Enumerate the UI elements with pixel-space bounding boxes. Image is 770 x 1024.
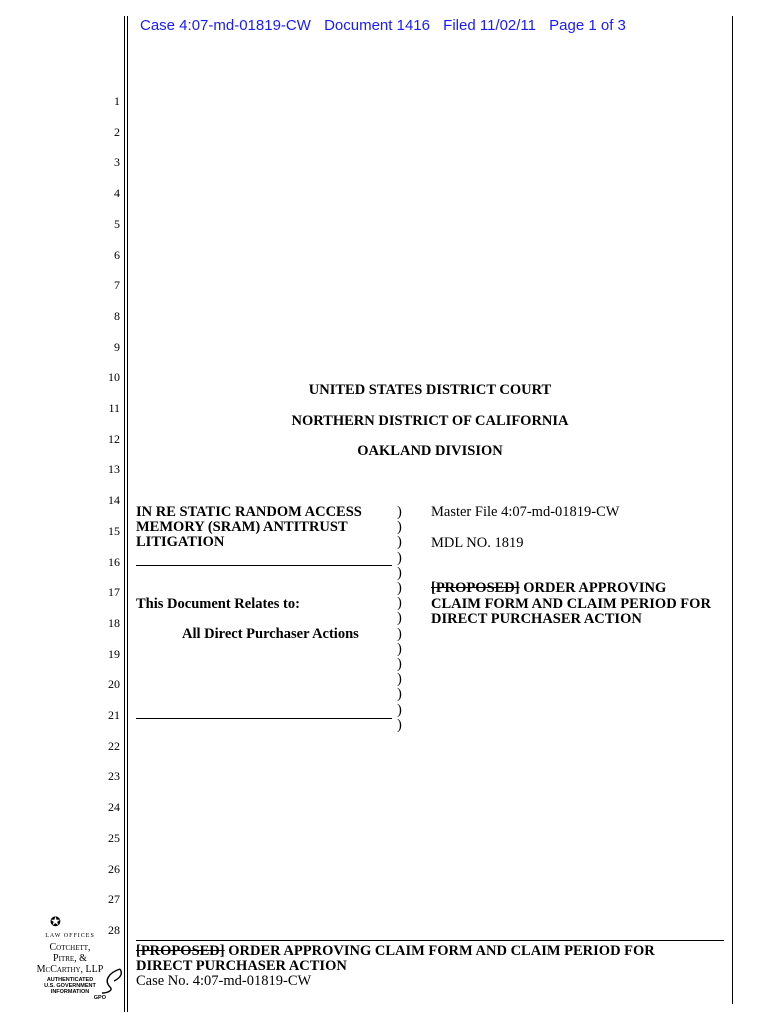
law-firm-logo [20, 916, 120, 1001]
footer-case-number: Case No. 4:07-md-01819-CW [136, 973, 312, 989]
page-indicator: Page 1 of 3 [549, 17, 626, 34]
relates-label: This Document Relates to: [136, 596, 300, 612]
line-number: 20 [108, 677, 120, 692]
footer-line-2: DIRECT PURCHASER ACTION [136, 958, 347, 974]
line-number: 14 [108, 493, 120, 508]
line-number: 25 [108, 830, 120, 845]
caption-paren: ) [397, 671, 402, 688]
document-number: Document 1416 [324, 17, 430, 34]
firm-name-line-2: Pitre, & [53, 953, 87, 964]
firm-name-line-3: McCarthy, LLP [36, 964, 104, 975]
caption-paren: ) [397, 686, 402, 703]
gpo-line-1: AUTHENTICATED [46, 977, 94, 983]
order-title-line-2: CLAIM FORM AND CLAIM PERIOD FOR [431, 596, 711, 612]
caption-paren: ) [397, 595, 402, 612]
gpo-line-2: U.S. GOVERNMENT [44, 983, 96, 989]
line-number: 9 [114, 339, 120, 354]
caption-paren: ) [397, 716, 402, 733]
footer-title [136, 944, 655, 989]
case-name-line-2: MEMORY (SRAM) ANTITRUST [136, 519, 348, 535]
caption-paren: ) [397, 504, 402, 520]
line-number: 27 [108, 892, 120, 907]
line-number: 4 [114, 186, 120, 201]
caption-paren: ) [397, 701, 402, 718]
caption-paren: ) [397, 625, 402, 642]
line-number: 3 [114, 155, 120, 170]
line-number: 26 [108, 861, 120, 876]
footer-line-1 [136, 944, 655, 959]
line-number: 12 [108, 431, 120, 446]
line-number: 10 [108, 370, 120, 385]
caption-paren: ) [397, 549, 402, 566]
caption-paren: ) [397, 519, 402, 536]
line-number: 23 [108, 769, 120, 784]
line-number: 21 [108, 708, 120, 722]
line-number: 2 [114, 124, 120, 139]
gpo-line-3: INFORMATION [50, 989, 90, 995]
filing-header [140, 17, 635, 34]
order-title-line-3: DIRECT PURCHASER ACTION [431, 611, 642, 627]
court-name: UNITED STATES DISTRICT COURT [308, 382, 552, 398]
line-number: 5 [114, 216, 120, 231]
caption-paren: ) [397, 640, 402, 657]
left-margin-rule-2 [127, 16, 128, 1012]
order-title-rest: ORDER APPROVING [519, 580, 667, 596]
caption-paren: ) [397, 656, 402, 672]
caption-paren: ) [397, 580, 402, 596]
line-number: 16 [108, 554, 120, 569]
caption-paren: ) [397, 564, 402, 581]
footer-proposed-strike: [PROPOSED] [136, 943, 225, 959]
court-division: OAKLAND DIVISION [357, 443, 503, 459]
footer-rule [136, 940, 724, 941]
line-number: 8 [114, 308, 120, 323]
line-number: 18 [108, 615, 120, 630]
line-number: 17 [108, 585, 120, 600]
line-number: 22 [108, 738, 120, 753]
printer-mark-icon: ✪ [50, 914, 61, 929]
mdl-number: MDL NO. 1819 [431, 535, 524, 551]
line-number: 11 [108, 401, 120, 415]
caption-paren: ) [397, 610, 402, 627]
line-number: 13 [108, 462, 120, 477]
gpo-line-4: GPO [93, 995, 106, 1001]
gpo-seal [20, 977, 120, 1001]
law-offices-label: LAW OFFICES [45, 933, 95, 939]
line-number: 15 [108, 523, 120, 538]
gpo-eagle-icon [100, 967, 126, 995]
line-number: 19 [108, 646, 120, 661]
case-number: Case 4:07-md-01819-CW [140, 17, 311, 34]
line-number: 24 [108, 800, 120, 815]
case-name-line-3: LITIGATION [136, 534, 225, 550]
line-number: 28 [108, 922, 120, 937]
order-title-line-1 [431, 581, 666, 596]
line-number: 1 [114, 94, 120, 108]
firm-name-line-1: Cotchett, [49, 942, 91, 953]
master-file: Master File 4:07-md-01819-CW [431, 504, 620, 520]
proposed-strike: [PROPOSED] [431, 580, 520, 596]
court-district: NORTHERN DISTRICT OF CALIFORNIA [291, 413, 569, 429]
right-margin-rule [732, 16, 733, 1004]
filed-date: Filed 11/02/11 [443, 17, 536, 34]
caption-rule-bottom [136, 718, 392, 719]
caption-paren: ) [397, 534, 402, 551]
relates-value: All Direct Purchaser Actions [182, 626, 359, 642]
left-margin-rule-1 [124, 16, 125, 1012]
case-name-line-1: IN RE STATIC RANDOM ACCESS [136, 504, 362, 520]
caption-rule-top [136, 565, 392, 566]
footer-title-rest: ORDER APPROVING CLAIM FORM AND CLAIM PERIOD FOR [224, 943, 655, 959]
line-number: 6 [114, 247, 120, 262]
line-number: 7 [114, 278, 120, 293]
